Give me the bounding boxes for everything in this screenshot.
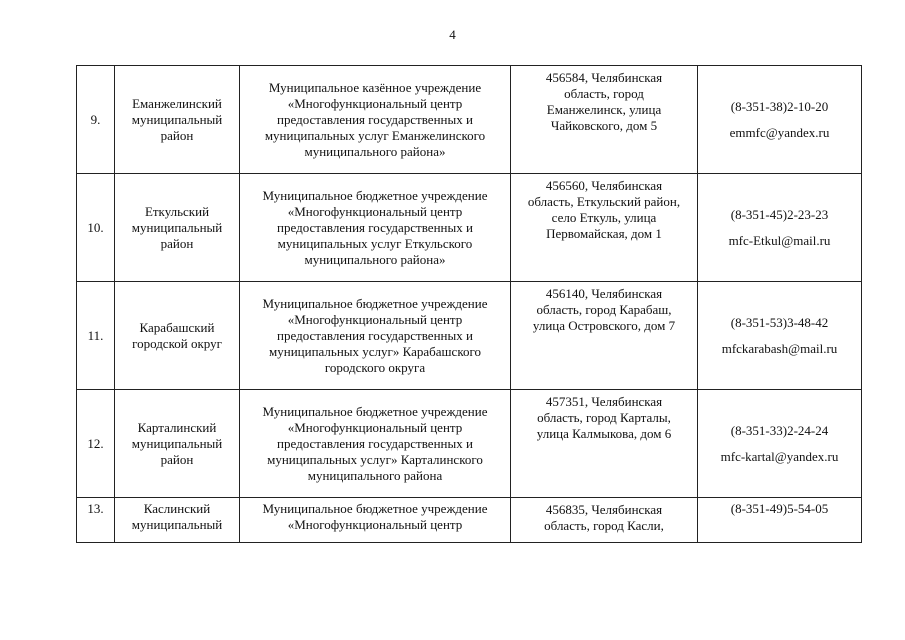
rows.3.district-line: Карталинский bbox=[137, 419, 217, 435]
rows.3.address-line: область, город Карталы, bbox=[537, 410, 671, 425]
rows.4.district-line: муниципальный bbox=[131, 517, 223, 532]
organization-name-cell bbox=[240, 282, 511, 390]
rows.3.address-line: улица Калмыкова, дом 6 bbox=[536, 426, 672, 441]
contact-cell bbox=[698, 390, 862, 498]
rows.4.district-line: Каслинский bbox=[143, 501, 211, 516]
rows.3.organization-line: муниципальных услуг» Карталинского bbox=[267, 451, 483, 467]
row-number: 9. bbox=[77, 66, 115, 174]
rows.0.address-line: Еманжелинск, улица bbox=[546, 102, 662, 117]
organization-name-cell bbox=[240, 498, 511, 543]
table-row bbox=[77, 498, 862, 543]
rows.3.district-line: район bbox=[160, 451, 194, 467]
rows.2.organization-line: «Многофункциональный центр bbox=[287, 311, 463, 327]
district-name-cell bbox=[115, 282, 240, 390]
contact-cell bbox=[698, 282, 862, 390]
phone-number: (8-351-33)2-24-24 bbox=[730, 422, 829, 438]
district-name-cell bbox=[115, 498, 240, 543]
email-address: mfc-kartal@yandex.ru bbox=[720, 448, 839, 464]
rows.2.district-line: городской округ bbox=[132, 335, 222, 351]
phone-number: (8-351-38)2-10-20 bbox=[730, 98, 829, 114]
rows.0.organization-line: муниципального района» bbox=[304, 143, 446, 159]
table-row bbox=[77, 174, 862, 282]
rows.0.address-line: область, город bbox=[564, 86, 644, 101]
rows.4.address-line: 456835, Челябинская bbox=[545, 502, 663, 517]
rows.1.organization-line: предоставления государственных и bbox=[277, 219, 473, 235]
address-cell bbox=[511, 66, 698, 174]
rows.1.organization-line: «Многофункциональный центр bbox=[287, 203, 463, 219]
row-number: 12. bbox=[77, 390, 115, 498]
organization-name-cell bbox=[240, 174, 511, 282]
district-name-cell bbox=[115, 174, 240, 282]
mfc-registry-table bbox=[76, 65, 862, 543]
rows.1.district-line: Еткульский bbox=[144, 203, 210, 219]
phone-number: (8-351-45)2-23-23 bbox=[730, 206, 829, 222]
page-number: 4 bbox=[449, 27, 456, 42]
rows.2.address-line: 456140, Челябинская bbox=[545, 286, 663, 301]
address-cell bbox=[511, 498, 698, 543]
phone-number: (8-351-49)5-54-05 bbox=[730, 501, 829, 516]
district-name-cell bbox=[115, 66, 240, 174]
rows.1.organization-line: муниципального района» bbox=[304, 251, 446, 267]
registry-body bbox=[77, 66, 862, 543]
rows.3.organization-line: «Многофункциональный центр bbox=[287, 419, 463, 435]
rows.0.address-line: Чайковского, дом 5 bbox=[550, 118, 658, 133]
rows.0.organization-line: предоставления государственных и bbox=[277, 111, 473, 127]
rows.2.organization-line: Муниципальное бюджетное учреждение bbox=[262, 295, 488, 311]
table-row bbox=[77, 390, 862, 498]
rows.0.district-line: Еманжелинский bbox=[132, 95, 222, 111]
rows.3.district-line: муниципальный bbox=[131, 435, 223, 451]
rows.1.district-line: район bbox=[160, 235, 194, 251]
rows.0.organization-line: «Многофункциональный центр bbox=[287, 95, 463, 111]
table-row bbox=[77, 66, 862, 174]
row-number: 10. bbox=[77, 174, 115, 282]
contact-cell bbox=[698, 498, 862, 543]
rows.0.organization-line: Муниципальное казённое учреждение bbox=[268, 79, 482, 95]
organization-name-cell bbox=[240, 66, 511, 174]
phone-number: (8-351-53)3-48-42 bbox=[730, 314, 829, 330]
rows.0.organization-line: муниципальных услуг Еманжелинского bbox=[264, 127, 486, 143]
rows.3.organization-line: предоставления государственных и bbox=[277, 435, 473, 451]
address-cell bbox=[511, 282, 698, 390]
row-number: 11. bbox=[77, 282, 115, 390]
address-cell bbox=[511, 390, 698, 498]
address-cell bbox=[511, 174, 698, 282]
rows.3.organization-line: Муниципальное бюджетное учреждение bbox=[262, 403, 488, 419]
row-number: 13. bbox=[77, 498, 115, 543]
table-row bbox=[77, 282, 862, 390]
email-address: mfc-Etkul@mail.ru bbox=[728, 232, 831, 248]
rows.1.district-line: муниципальный bbox=[131, 219, 223, 235]
rows.0.district-line: муниципальный bbox=[131, 111, 223, 127]
organization-name-cell bbox=[240, 390, 511, 498]
rows.0.district-line: район bbox=[160, 127, 194, 143]
rows.2.district-line: Карабашский bbox=[139, 319, 215, 335]
rows.1.address-line: область, Еткульский район, bbox=[527, 194, 681, 209]
contact-cell bbox=[698, 66, 862, 174]
rows.3.organization-line: муниципального района bbox=[307, 467, 443, 483]
rows.1.address-line: 456560, Челябинская bbox=[545, 178, 663, 193]
rows.3.address-line: 457351, Челябинская bbox=[545, 394, 663, 409]
rows.4.organization-line: «Многофункциональный центр bbox=[287, 517, 463, 532]
rows.2.organization-line: муниципальных услуг» Карабашского bbox=[269, 343, 481, 359]
rows.1.address-line: Первомайская, дом 1 bbox=[546, 226, 662, 241]
rows.1.organization-line: Муниципальное бюджетное учреждение bbox=[262, 187, 488, 203]
rows.1.organization-line: муниципальных услуг Еткульского bbox=[277, 235, 473, 251]
rows.0.address-line: 456584, Челябинская bbox=[545, 70, 663, 85]
email-address: emmfc@yandex.ru bbox=[729, 124, 830, 140]
rows.2.address-line: область, город Карабаш, bbox=[536, 302, 672, 317]
rows.2.address-line: улица Островского, дом 7 bbox=[532, 318, 676, 333]
rows.1.address-line: село Еткуль, улица bbox=[551, 210, 657, 225]
contact-cell bbox=[698, 174, 862, 282]
email-address: mfckarabash@mail.ru bbox=[721, 340, 838, 356]
rows.2.organization-line: городского округа bbox=[324, 359, 426, 375]
district-name-cell bbox=[115, 390, 240, 498]
rows.4.organization-line: Муниципальное бюджетное учреждение bbox=[262, 501, 488, 516]
rows.2.organization-line: предоставления государственных и bbox=[277, 327, 473, 343]
rows.4.address-line: область, город Касли, bbox=[544, 518, 664, 533]
